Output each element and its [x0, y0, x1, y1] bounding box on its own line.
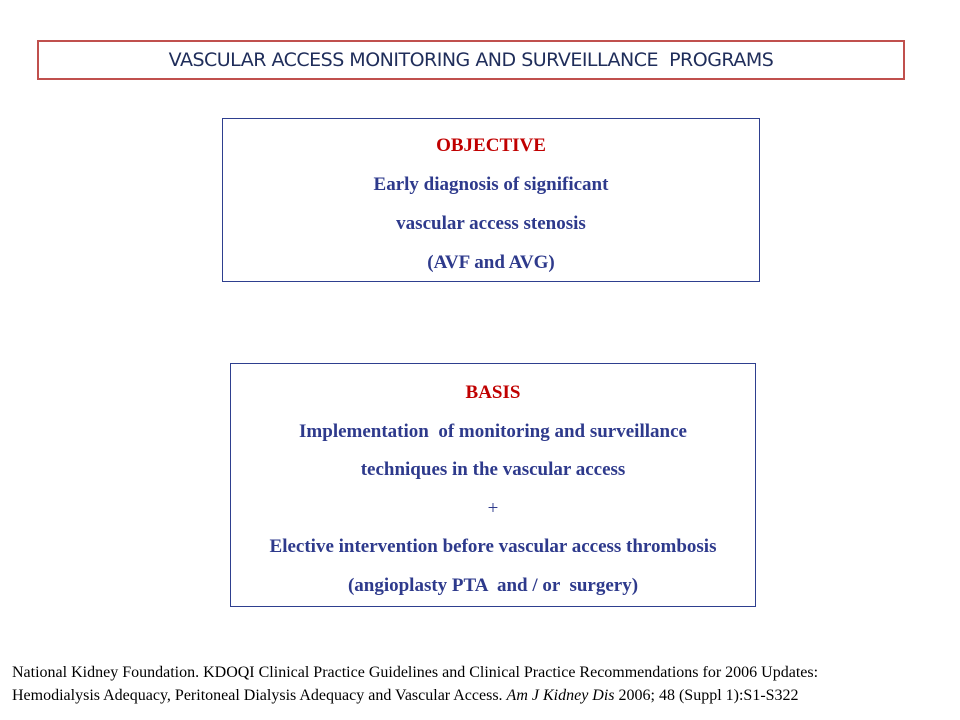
basis-line-4: (angioplasty PTA and / or surgery): [347, 575, 639, 596]
basis-plus: +: [487, 498, 499, 519]
title-box: [37, 40, 905, 80]
basis-line-3: Elective intervention before vascular access thrombosis: [269, 536, 717, 557]
objective-heading: OBJECTIVE: [436, 135, 546, 156]
basis-line-1: Implementation of monitoring and surveillance: [299, 421, 687, 442]
citation-footer: [12, 661, 957, 707]
citation-volume: 2006; 48 (Suppl 1):S1-S322: [614, 687, 799, 704]
objective-line-3: (AVF and AVG): [427, 252, 555, 273]
page-title: VASCULAR ACCESS MONITORING AND SURVEILLANCE PROGRAMS: [168, 49, 774, 71]
citation-text: Hemodialysis Adequacy, Peritoneal Dialysis Adequacy and Vascular Access.: [12, 687, 507, 704]
citation-line-2: [12, 684, 957, 707]
basis-box: [230, 363, 756, 607]
citation-journal: Am J Kidney Dis: [506, 687, 615, 704]
objective-box: [222, 118, 760, 282]
basis-line-2: techniques in the vascular access: [360, 459, 626, 480]
basis-heading: BASIS: [465, 382, 521, 403]
citation-line-1: National Kidney Foundation. KDOQI Clinical Practice Guidelines and Clinical Practice Recommendations for 2006 Updates:: [12, 664, 819, 681]
objective-line-2: vascular access stenosis: [396, 213, 586, 234]
objective-line-1: Early diagnosis of significant: [373, 174, 609, 195]
